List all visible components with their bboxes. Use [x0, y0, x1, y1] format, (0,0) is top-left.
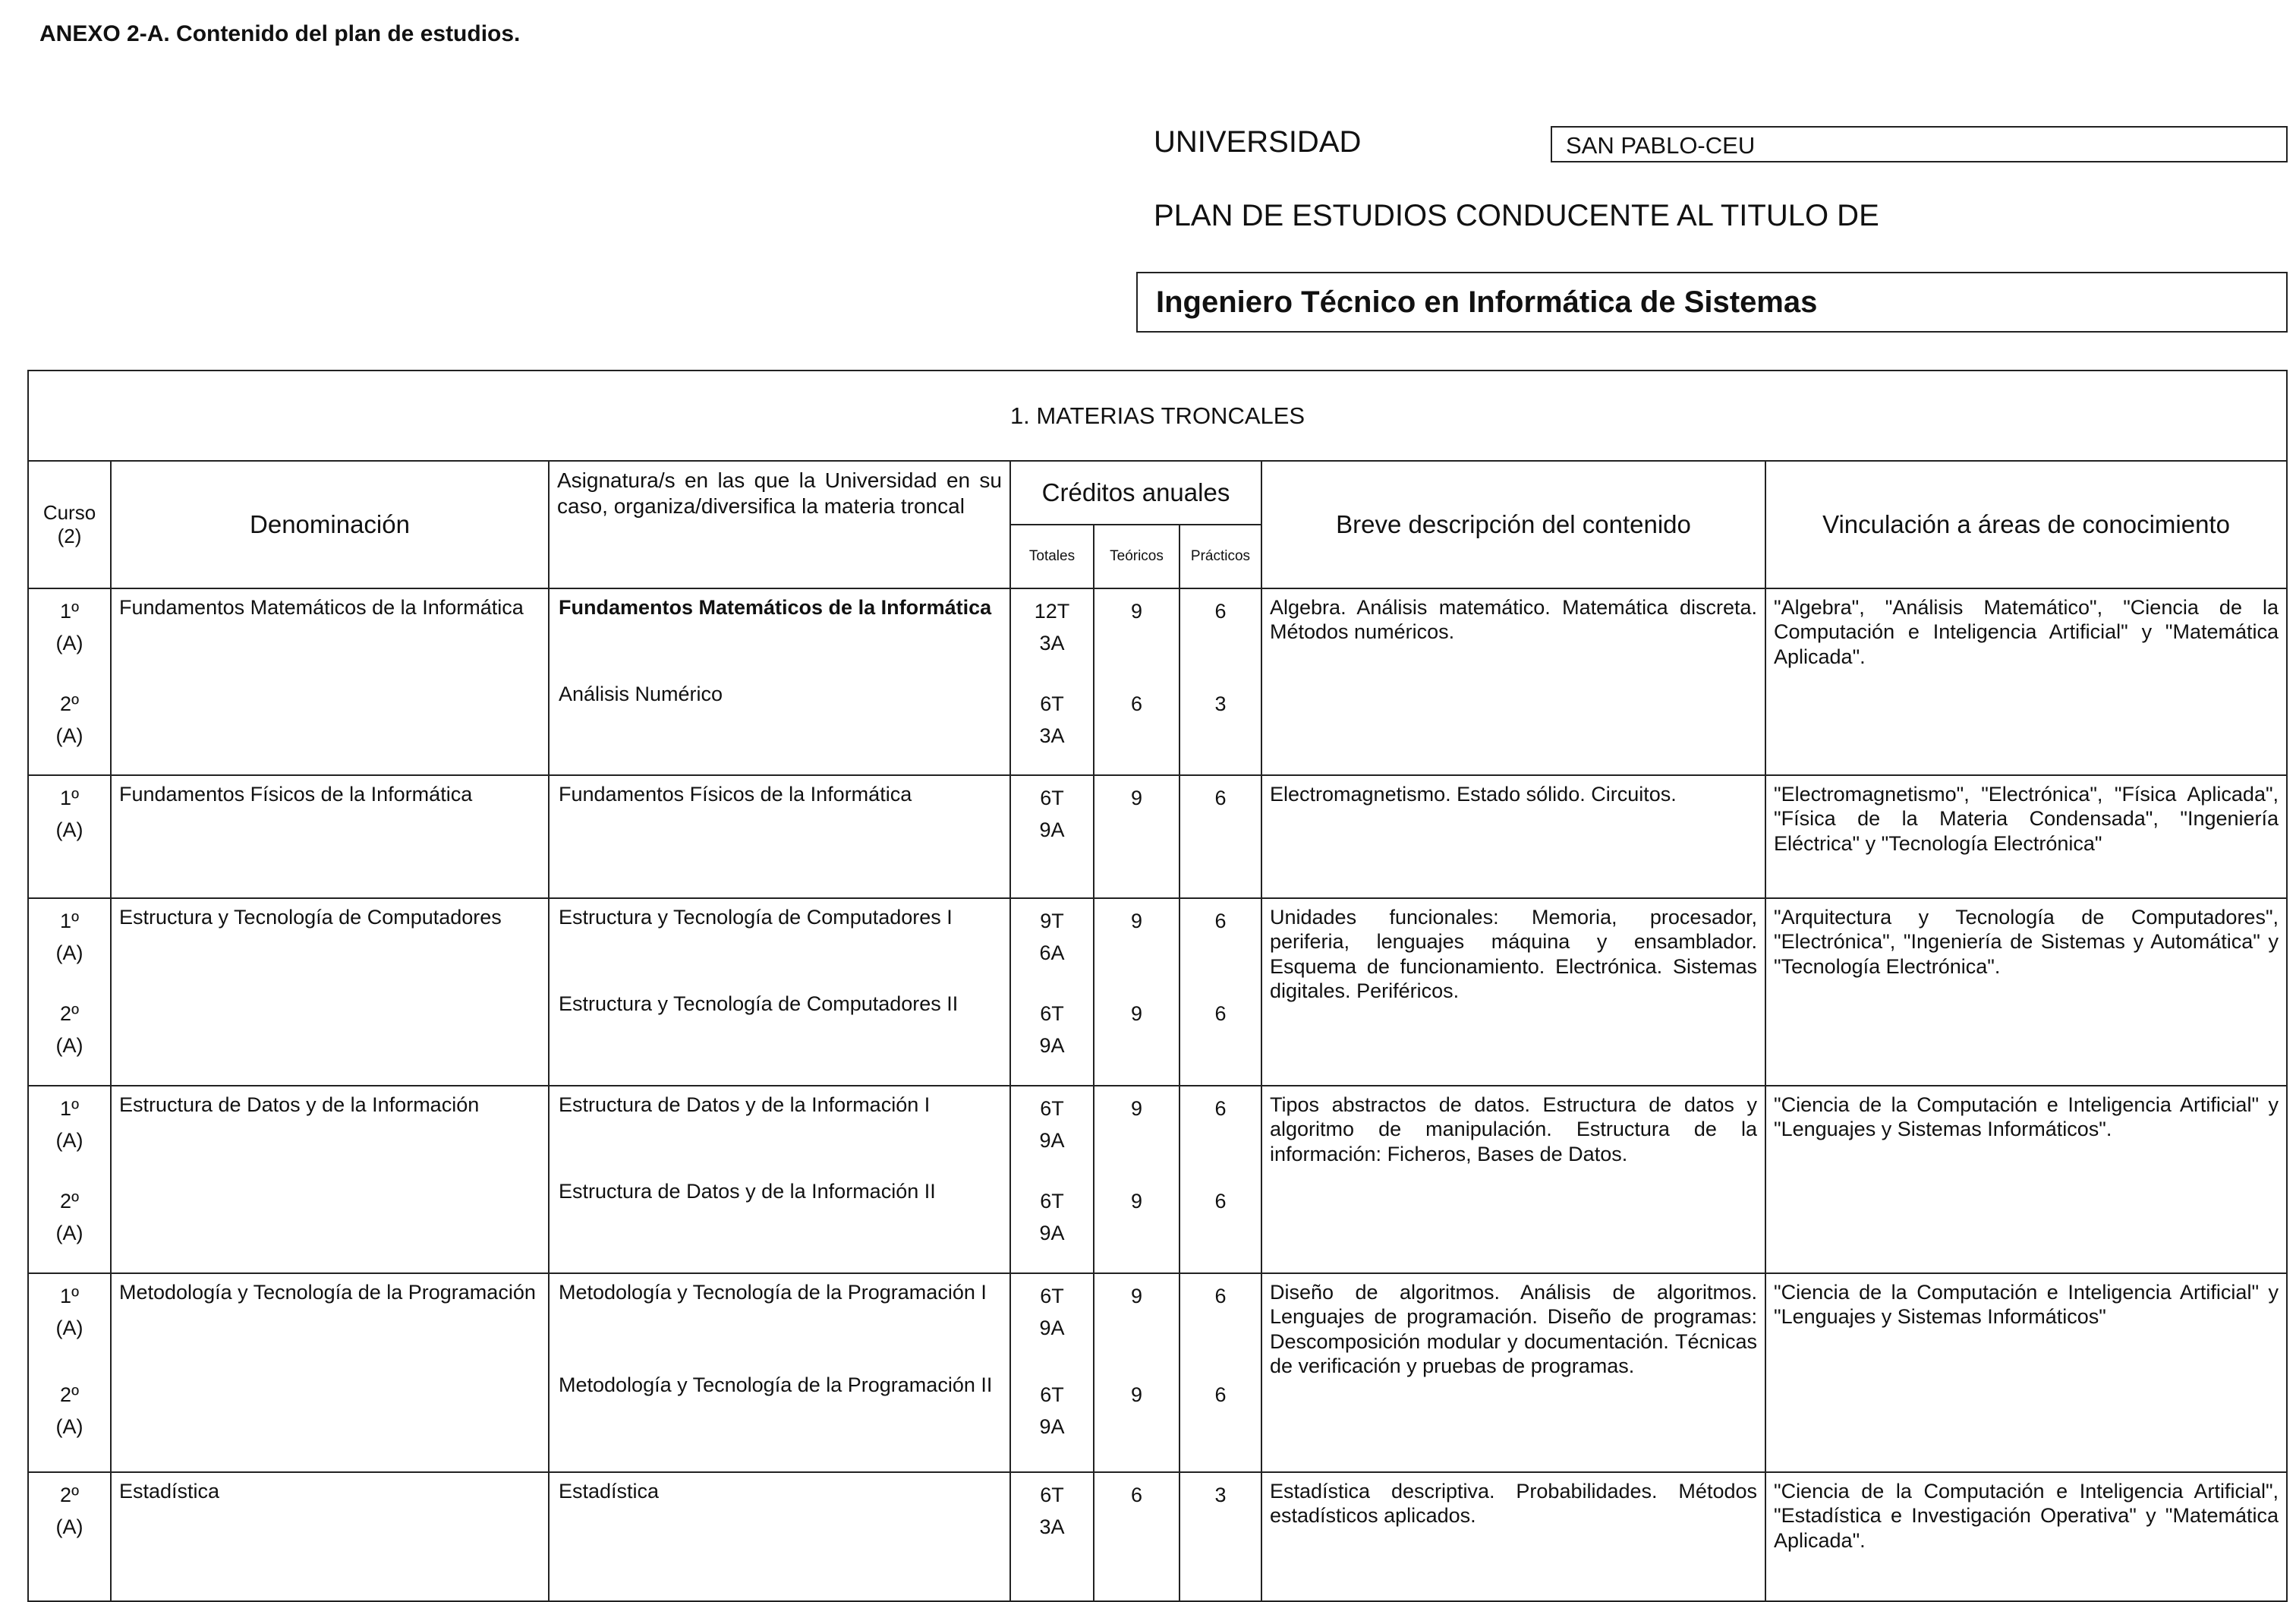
practicos-value: 6 [1214, 1002, 1227, 1025]
totales-t: 6T [1040, 1190, 1064, 1213]
practicos-value: 3 [1214, 692, 1227, 715]
curso-cell [28, 775, 111, 898]
teoricos-value: 6 [1130, 692, 1143, 715]
denominacion-cell: Fundamentos Físicos de la Informática [111, 775, 549, 898]
totales-t: 6T [1040, 787, 1064, 809]
table-row [28, 1086, 2287, 1273]
descripcion-cell: Algebra. Análisis matemático. Matemática discreta. Métodos numéricos. [1261, 588, 1765, 775]
asignatura-name: Metodología y Tecnología de la Programación I [559, 1281, 987, 1304]
curso-year: 2º [60, 1002, 79, 1025]
teoricos-value: 6 [1130, 1484, 1143, 1506]
curso-period: (A) [55, 1515, 83, 1538]
totales-t: 12T [1034, 600, 1070, 623]
totales-a: 3A [1039, 724, 1065, 747]
totales-a: 9A [1039, 1129, 1065, 1152]
curso-year: 2º [60, 1383, 79, 1406]
asignatura-name: Fundamentos Físicos de la Informática [559, 783, 912, 806]
curso-period: (A) [55, 724, 83, 747]
table-row [28, 1273, 2287, 1472]
practicos-cell [1179, 1472, 1261, 1601]
totales-cell [1010, 588, 1094, 775]
curso-period: (A) [55, 1317, 83, 1339]
header-practicos: Prácticos [1179, 525, 1261, 588]
practicos-value: 6 [1214, 1383, 1227, 1406]
university-value-box: SAN PABLO-CEU [1551, 126, 2288, 162]
practicos-value: 6 [1214, 910, 1227, 932]
vinculacion-cell: "Algebra", "Análisis Matemático", "Ciencia de la Computación e Inteligencia Artificial" y "Matemática Aplicada". [1765, 588, 2287, 775]
totales-a: 3A [1039, 632, 1065, 654]
practicos-value: 6 [1214, 1190, 1227, 1213]
vinculacion-cell: "Electromagnetismo", "Electrónica", "Física Aplicada", "Física de la Materia Condensada", "Ingeniería Eléctrica" y "Tecnología Electrónica" [1765, 775, 2287, 898]
descripcion-cell: Tipos abstractos de datos. Estructura de datos y algoritmo de manipulación. Estructura de la información: Ficheros, Bases de Datos. [1261, 1086, 1765, 1273]
vinculacion-cell: "Arquitectura y Tecnología de Computadores", "Electrónica", "Ingeniería de Sistemas y Automática" y "Tecnología Electrónica". [1765, 898, 2287, 1086]
header-creditos: Créditos anuales [1010, 461, 1261, 525]
practicos-value: 6 [1214, 1285, 1227, 1307]
university-label: UNIVERSIDAD [1154, 125, 1362, 159]
vinculacion-cell: "Ciencia de la Computación e Inteligencia Artificial" y "Lenguajes y Sistemas Informáticos". [1765, 1086, 2287, 1273]
totales-t: 6T [1040, 1484, 1064, 1506]
curso-year: 1º [60, 1097, 79, 1120]
totales-a: 3A [1039, 1515, 1065, 1538]
practicos-value: 6 [1214, 787, 1227, 809]
curso-cell [28, 898, 111, 1086]
curso-period: (A) [55, 818, 83, 841]
curso-year: 1º [60, 787, 79, 809]
curso-cell [28, 1472, 111, 1601]
header-vinculacion: Vinculación a áreas de conocimiento [1765, 461, 2287, 588]
teoricos-value: 9 [1130, 1285, 1143, 1307]
totales-t: 6T [1040, 1285, 1064, 1307]
plan-label: PLAN DE ESTUDIOS CONDUCENTE AL TITULO DE [1154, 199, 1879, 232]
header-asignatura: Asignatura/s en las que la Universidad en su caso, organiza/diversifica la materia troncal [549, 461, 1010, 588]
table-row [28, 775, 2287, 898]
curso-year: 1º [60, 910, 79, 932]
curso-year: 2º [60, 1484, 79, 1506]
totales-cell [1010, 1086, 1094, 1273]
curso-period: (A) [55, 1222, 83, 1244]
totales-cell [1010, 1472, 1094, 1601]
totales-a: 9A [1039, 1034, 1065, 1057]
descripcion-cell: Diseño de algoritmos. Análisis de algoritmos. Lenguajes de programación. Diseño de programas: Descomposición modular y documentación. Técnicas de verificación y pruebas de programas. [1261, 1273, 1765, 1472]
degree-title-box: Ingeniero Técnico en Informática de Sistemas [1136, 272, 2288, 333]
vinculacion-cell: "Ciencia de la Computación e Inteligencia Artificial" y "Lenguajes y Sistemas Informáticos" [1765, 1273, 2287, 1472]
totales-t: 6T [1040, 692, 1064, 715]
descripcion-cell: Unidades funcionales: Memoria, procesador, periferia, lenguajes máquina y ensamblador. Esquema de funcionamiento. Electrónica. Sistemas digitales. Periféricos. [1261, 898, 1765, 1086]
teoricos-cell [1094, 1472, 1179, 1601]
troncales-body [28, 588, 2287, 1601]
troncales-table [27, 370, 2288, 1602]
curso-year: 1º [60, 600, 79, 623]
teoricos-value: 9 [1130, 1190, 1143, 1213]
totales-t: 6T [1040, 1002, 1064, 1025]
asignatura-name: Estructura de Datos y de la Información I [559, 1093, 931, 1116]
asignatura-name: Estructura y Tecnología de Computadores I [559, 906, 953, 929]
curso-cell [28, 588, 111, 775]
header-totales: Totales [1010, 525, 1094, 588]
practicos-value: 6 [1214, 1097, 1227, 1120]
asignatura-cell [549, 588, 1010, 775]
table-row [28, 898, 2287, 1086]
denominacion-cell: Estructura de Datos y de la Información [111, 1086, 549, 1273]
curso-year: 1º [60, 1285, 79, 1307]
totales-t: 6T [1040, 1097, 1064, 1120]
table-row [28, 1472, 2287, 1601]
practicos-value: 3 [1214, 1484, 1227, 1506]
asignatura-cell [549, 1273, 1010, 1472]
teoricos-value: 9 [1130, 1002, 1143, 1025]
totales-a: 9A [1039, 1317, 1065, 1339]
totales-a: 9A [1039, 818, 1065, 841]
curso-period: (A) [55, 1129, 83, 1152]
teoricos-cell [1094, 1086, 1179, 1273]
denominacion-cell: Estructura y Tecnología de Computadores [111, 898, 549, 1086]
table-row [28, 588, 2287, 775]
asignatura-cell [549, 775, 1010, 898]
annex-heading: ANEXO 2-A. Contenido del plan de estudios. [39, 21, 521, 46]
practicos-cell [1179, 588, 1261, 775]
practicos-cell [1179, 1273, 1261, 1472]
asignatura-name: Análisis Numérico [559, 683, 723, 705]
header-denominacion: Denominación [111, 461, 549, 588]
descripcion-cell: Estadística descriptiva. Probabilidades. Métodos estadísticos aplicados. [1261, 1472, 1765, 1601]
header-descripcion: Breve descripción del contenido [1261, 461, 1765, 588]
teoricos-value: 9 [1130, 1097, 1143, 1120]
teoricos-cell [1094, 588, 1179, 775]
asignatura-name: Estructura de Datos y de la Información II [559, 1180, 936, 1203]
section-title: 1. MATERIAS TRONCALES [28, 371, 2287, 461]
denominacion-cell: Estadística [111, 1472, 549, 1601]
totales-t: 6T [1040, 1383, 1064, 1406]
asignatura-cell [549, 898, 1010, 1086]
practicos-cell [1179, 775, 1261, 898]
asignatura-cell [549, 1086, 1010, 1273]
asignatura-name: Estadística [559, 1480, 660, 1503]
totales-a: 9A [1039, 1222, 1065, 1244]
teoricos-value: 9 [1130, 600, 1143, 623]
practicos-value: 6 [1214, 600, 1227, 623]
curso-cell [28, 1273, 111, 1472]
header-curso: Curso (2) [28, 461, 111, 588]
totales-cell [1010, 775, 1094, 898]
teoricos-value: 9 [1130, 787, 1143, 809]
totales-cell [1010, 898, 1094, 1086]
totales-cell [1010, 1273, 1094, 1472]
teoricos-cell [1094, 1273, 1179, 1472]
curso-year: 2º [60, 692, 79, 715]
asignatura-name: Estructura y Tecnología de Computadores II [559, 992, 959, 1015]
curso-period: (A) [55, 941, 83, 964]
asignatura-cell [549, 1472, 1010, 1601]
curso-period: (A) [55, 632, 83, 654]
denominacion-cell: Fundamentos Matemáticos de la Informática [111, 588, 549, 775]
practicos-cell [1179, 1086, 1261, 1273]
totales-a: 6A [1039, 941, 1065, 964]
vinculacion-cell: "Ciencia de la Computación e Inteligencia Artificial", "Estadística e Investigación Operativa" y "Matemática Aplicada". [1765, 1472, 2287, 1601]
curso-period: (A) [55, 1034, 83, 1057]
curso-year: 2º [60, 1190, 79, 1213]
header-teoricos: Teóricos [1094, 525, 1179, 588]
practicos-cell [1179, 898, 1261, 1086]
teoricos-cell [1094, 775, 1179, 898]
curso-cell [28, 1086, 111, 1273]
totales-t: 9T [1040, 910, 1064, 932]
descripcion-cell: Electromagnetismo. Estado sólido. Circuitos. [1261, 775, 1765, 898]
denominacion-cell: Metodología y Tecnología de la Programación [111, 1273, 549, 1472]
asignatura-name: Metodología y Tecnología de la Programación II [559, 1373, 993, 1396]
curso-period: (A) [55, 1415, 83, 1438]
teoricos-value: 9 [1130, 910, 1143, 932]
asignatura-name: Fundamentos Matemáticos de la Informática [559, 596, 992, 619]
teoricos-value: 9 [1130, 1383, 1143, 1406]
teoricos-cell [1094, 898, 1179, 1086]
totales-a: 9A [1039, 1415, 1065, 1438]
